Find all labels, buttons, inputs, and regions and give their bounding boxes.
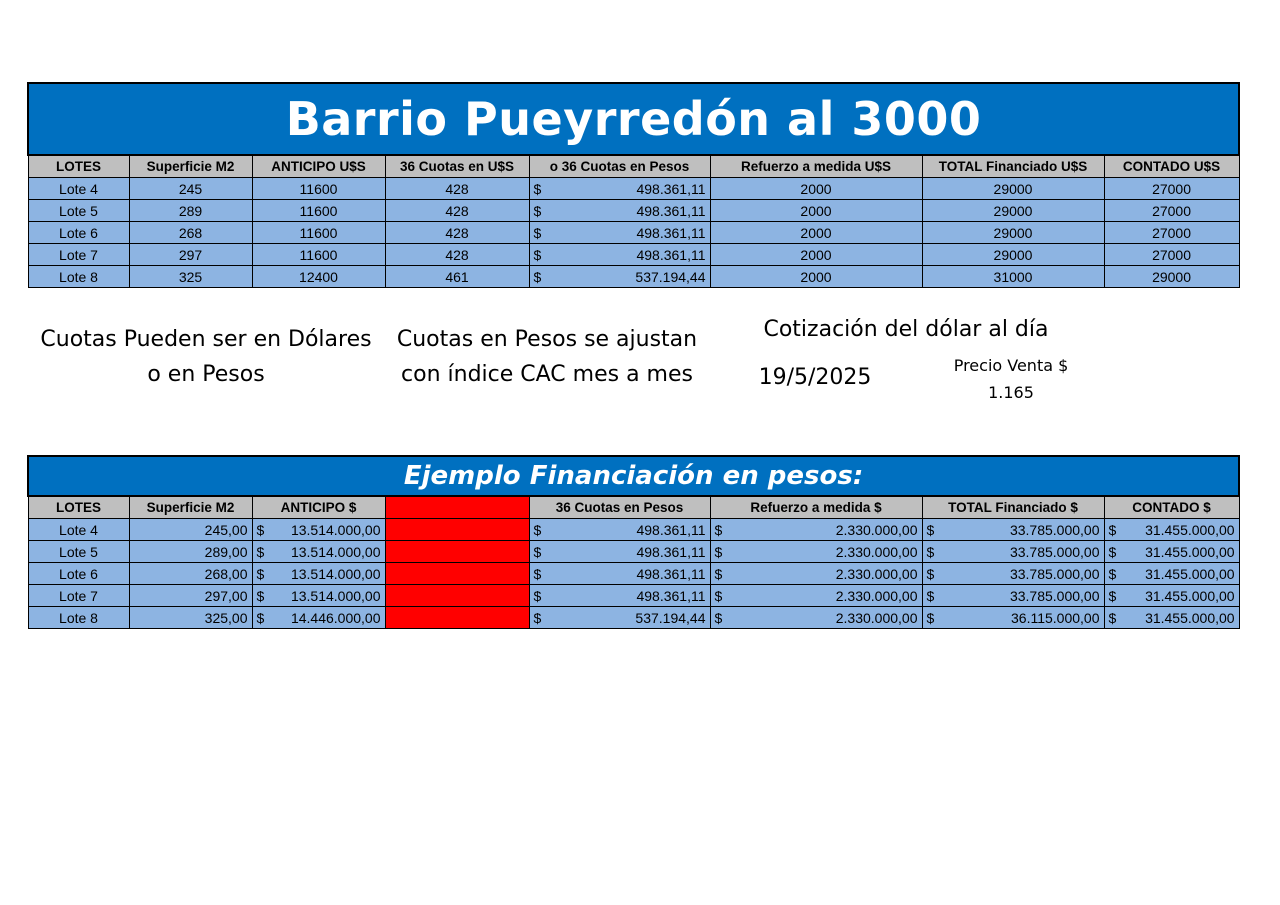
anticipo-cell <box>252 585 385 607</box>
header-superficie: Superficie M2 <box>129 155 252 178</box>
superficie-cell: 325,00 <box>129 607 252 629</box>
highlight-cell <box>385 519 529 541</box>
lote-cell: Lote 4 <box>28 519 129 541</box>
contado-cell <box>1104 563 1239 585</box>
total-cell <box>922 541 1104 563</box>
total-value: 33.785.000,00 <box>1009 521 1100 538</box>
contado-cell <box>1104 519 1239 541</box>
refuerzo-cell: 2000 <box>710 178 922 200</box>
precio-venta-value: 1.165 <box>988 383 1034 402</box>
total-cell: 29000 <box>922 178 1104 200</box>
refuerzo-value: 2.330.000,00 <box>835 543 918 560</box>
anticipo-cell: 11600 <box>252 200 385 222</box>
cuotas-value: 498.361,11 <box>636 587 706 604</box>
header-refuerzo: Refuerzo a medida $ <box>710 496 922 519</box>
cuotas-value: 498.361,11 <box>636 565 706 582</box>
currency-sign: $ <box>1108 587 1117 604</box>
currency-sign: $ <box>926 587 935 604</box>
contado-value: 31.455.000,00 <box>1145 587 1235 604</box>
contado-cell: 27000 <box>1104 178 1239 200</box>
header-lotes: LOTES <box>28 155 129 178</box>
precio-venta-block <box>932 352 1090 406</box>
superficie-cell: 297 <box>129 244 252 266</box>
lote-cell: Lote 5 <box>28 541 129 563</box>
anticipo-cell: 11600 <box>252 244 385 266</box>
anticipo-value: 13.514.000,00 <box>290 521 381 538</box>
cotizacion-title: Cotización del dólar al día <box>763 317 1049 342</box>
lots-table-usd <box>27 82 1240 288</box>
header-total: TOTAL Financiado U$S <box>922 155 1104 178</box>
ajuste-note <box>388 322 706 392</box>
anticipo-value: 13.514.000,00 <box>290 587 381 604</box>
financing-pesos-table <box>27 455 1240 629</box>
refuerzo-value: 2.330.000,00 <box>835 587 918 604</box>
table-row <box>28 585 1239 607</box>
cuotas-usd-cell: 428 <box>385 244 529 266</box>
header-contado: CONTADO U$S <box>1104 155 1239 178</box>
currency-sign: $ <box>533 609 542 626</box>
header-cuotas-pesos: 36 Cuotas en Pesos <box>529 496 710 519</box>
cuotas-pesos-cell <box>529 200 710 222</box>
currency-sign: $ <box>256 543 265 560</box>
currency-sign: $ <box>256 565 265 582</box>
lote-cell: Lote 7 <box>28 585 129 607</box>
currency-sign: $ <box>533 543 542 560</box>
currency-sign: $ <box>533 246 542 263</box>
superficie-cell: 268,00 <box>129 563 252 585</box>
currency-sign: $ <box>714 565 723 582</box>
contado-cell: 27000 <box>1104 200 1239 222</box>
anticipo-cell <box>252 519 385 541</box>
refuerzo-cell <box>710 519 922 541</box>
contado-value: 31.455.000,00 <box>1145 521 1235 538</box>
total-value: 33.785.000,00 <box>1009 587 1100 604</box>
anticipo-cell <box>252 563 385 585</box>
currency-sign: $ <box>1108 609 1117 626</box>
total-value: 33.785.000,00 <box>1009 565 1100 582</box>
cuotas-pesos-value: 498.361,11 <box>636 180 706 197</box>
currency-sign: $ <box>1108 565 1117 582</box>
superficie-cell: 297,00 <box>129 585 252 607</box>
currency-sign: $ <box>714 543 723 560</box>
total-cell: 31000 <box>922 266 1104 288</box>
currency-sign: $ <box>926 521 935 538</box>
refuerzo-cell: 2000 <box>710 222 922 244</box>
lote-cell: Lote 6 <box>28 222 129 244</box>
refuerzo-cell: 2000 <box>710 244 922 266</box>
header-cuotas-usd: 36 Cuotas en U$S <box>385 155 529 178</box>
header-contado: CONTADO $ <box>1104 496 1239 519</box>
superficie-cell: 325 <box>129 266 252 288</box>
highlight-cell <box>385 585 529 607</box>
contado-value: 31.455.000,00 <box>1145 543 1235 560</box>
contado-cell: 27000 <box>1104 222 1239 244</box>
table2-header-row <box>28 496 1239 519</box>
table-row <box>28 178 1239 200</box>
currency-sign: $ <box>533 202 542 219</box>
table-row <box>28 244 1239 266</box>
precio-venta-label: Precio Venta $ <box>953 356 1069 375</box>
refuerzo-cell <box>710 563 922 585</box>
refuerzo-cell: 2000 <box>710 266 922 288</box>
table-row <box>28 200 1239 222</box>
table-row <box>28 563 1239 585</box>
table1-title: Barrio Pueyrredón al 3000 <box>28 83 1239 155</box>
currency-sign: $ <box>1108 543 1117 560</box>
lote-cell: Lote 7 <box>28 244 129 266</box>
header-total: TOTAL Financiado $ <box>922 496 1104 519</box>
contado-value: 31.455.000,00 <box>1145 565 1235 582</box>
currency-sign: $ <box>714 609 723 626</box>
refuerzo-value: 2.330.000,00 <box>835 521 918 538</box>
cuotas-cell <box>529 563 710 585</box>
refuerzo-cell <box>710 541 922 563</box>
currency-sign: $ <box>256 521 265 538</box>
currency-sign: $ <box>1108 521 1117 538</box>
lote-cell: Lote 5 <box>28 200 129 222</box>
table-row <box>28 519 1239 541</box>
highlight-cell <box>385 541 529 563</box>
header-highlight-empty <box>385 496 529 519</box>
superficie-cell: 245,00 <box>129 519 252 541</box>
total-cell <box>922 519 1104 541</box>
lote-cell: Lote 8 <box>28 266 129 288</box>
currency-sign: $ <box>533 565 542 582</box>
superficie-cell: 268 <box>129 222 252 244</box>
table-row <box>28 607 1239 629</box>
cuotas-pesos-value: 537.194,44 <box>635 268 706 285</box>
contado-cell <box>1104 607 1239 629</box>
currency-sign: $ <box>926 543 935 560</box>
contado-cell <box>1104 541 1239 563</box>
total-cell <box>922 585 1104 607</box>
cuotas-pesos-value: 498.361,11 <box>636 246 706 263</box>
refuerzo-value: 2.330.000,00 <box>835 609 918 626</box>
header-anticipo: ANTICIPO U$S <box>252 155 385 178</box>
table-row <box>28 222 1239 244</box>
anticipo-cell: 12400 <box>252 266 385 288</box>
contado-cell <box>1104 585 1239 607</box>
contado-value: 31.455.000,00 <box>1145 609 1235 626</box>
cuotas-pesos-cell <box>529 266 710 288</box>
ajuste-note-line2: con índice CAC mes a mes <box>401 362 693 387</box>
currency-sign: $ <box>714 587 723 604</box>
cuotas-note-line2: o en Pesos <box>147 362 265 387</box>
total-value: 33.785.000,00 <box>1009 543 1100 560</box>
cuotas-usd-cell: 428 <box>385 222 529 244</box>
anticipo-value: 13.514.000,00 <box>290 565 381 582</box>
cuotas-pesos-value: 498.361,11 <box>636 202 706 219</box>
cuotas-value: 498.361,11 <box>636 521 706 538</box>
header-refuerzo: Refuerzo a medida U$S <box>710 155 922 178</box>
cuotas-usd-cell: 461 <box>385 266 529 288</box>
total-cell <box>922 607 1104 629</box>
highlight-cell <box>385 607 529 629</box>
cuotas-pesos-value: 498.361,11 <box>636 224 706 241</box>
currency-sign: $ <box>714 521 723 538</box>
currency-sign: $ <box>533 180 542 197</box>
header-superficie: Superficie M2 <box>129 496 252 519</box>
currency-sign: $ <box>256 587 265 604</box>
anticipo-cell: 11600 <box>252 222 385 244</box>
anticipo-value: 13.514.000,00 <box>290 543 381 560</box>
anticipo-cell <box>252 607 385 629</box>
header-lotes: LOTES <box>28 496 129 519</box>
table2-title: Ejemplo Financiación en pesos: <box>28 456 1239 496</box>
lote-cell: Lote 6 <box>28 563 129 585</box>
anticipo-cell: 11600 <box>252 178 385 200</box>
refuerzo-cell: 2000 <box>710 200 922 222</box>
cuotas-value: 498.361,11 <box>636 543 706 560</box>
contado-cell: 27000 <box>1104 244 1239 266</box>
cuotas-cell <box>529 519 710 541</box>
total-value: 36.115.000,00 <box>1011 609 1100 626</box>
ajuste-note-line1: Cuotas en Pesos se ajustan <box>396 327 698 352</box>
contado-cell: 29000 <box>1104 266 1239 288</box>
refuerzo-value: 2.330.000,00 <box>835 565 918 582</box>
anticipo-cell <box>252 541 385 563</box>
cuotas-usd-cell: 428 <box>385 178 529 200</box>
cuotas-usd-cell: 428 <box>385 200 529 222</box>
anticipo-value: 14.446.000,00 <box>290 609 381 626</box>
total-cell: 29000 <box>922 244 1104 266</box>
header-anticipo: ANTICIPO $ <box>252 496 385 519</box>
lote-cell: Lote 4 <box>28 178 129 200</box>
lote-cell: Lote 8 <box>28 607 129 629</box>
header-cuotas-pesos: o 36 Cuotas en Pesos <box>529 155 710 178</box>
cuotas-pesos-cell <box>529 178 710 200</box>
currency-sign: $ <box>533 268 542 285</box>
cuotas-cell <box>529 585 710 607</box>
highlight-cell <box>385 563 529 585</box>
table-row <box>28 541 1239 563</box>
cuotas-value: 537.194,44 <box>635 609 706 626</box>
table1-header-row <box>28 155 1239 178</box>
currency-sign: $ <box>926 565 935 582</box>
total-cell: 29000 <box>922 222 1104 244</box>
currency-sign: $ <box>926 609 935 626</box>
cuotas-cell <box>529 607 710 629</box>
cuotas-note <box>30 322 382 392</box>
cuotas-note-line1: Cuotas Pueden ser en Dólares <box>40 327 372 352</box>
total-cell: 29000 <box>922 200 1104 222</box>
superficie-cell: 289 <box>129 200 252 222</box>
superficie-cell: 245 <box>129 178 252 200</box>
cuotas-pesos-cell <box>529 222 710 244</box>
currency-sign: $ <box>256 609 265 626</box>
refuerzo-cell <box>710 607 922 629</box>
cuotas-cell <box>529 541 710 563</box>
refuerzo-cell <box>710 585 922 607</box>
table-row <box>28 266 1239 288</box>
currency-sign: $ <box>533 224 542 241</box>
cotizacion-fecha: 19/5/2025 <box>758 365 872 390</box>
currency-sign: $ <box>533 521 542 538</box>
total-cell <box>922 563 1104 585</box>
currency-sign: $ <box>533 587 542 604</box>
superficie-cell: 289,00 <box>129 541 252 563</box>
cuotas-pesos-cell <box>529 244 710 266</box>
